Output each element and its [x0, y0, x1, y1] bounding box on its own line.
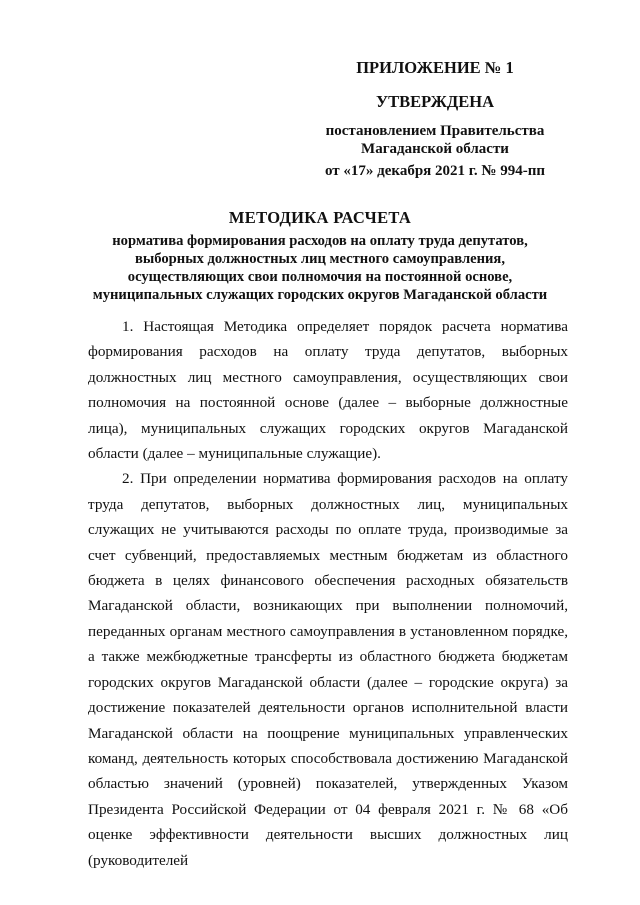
document-subtitle [40, 232, 600, 304]
resolution-line-2: Магаданской области [361, 141, 509, 157]
paragraph-1: 1. Настоящая Методика определяет порядок расчета норматива формирования расходов на оплату труда депутатов, выборных должностных лиц местного самоуправления, осуществляющих свои полномочия на постоянной основе (далее – выборные должностные лица), муниципальных служащих городских округов Магаданской области (далее – муниципальные служащие). [88, 318, 568, 463]
subtitle-line: муниципальных служащих городских округов Магаданской области [92, 287, 548, 303]
subtitle-line: норматива формирования расходов на оплату труда депутатов, [112, 233, 528, 249]
subtitle-line: выборных должностных лиц местного самоуправления, [135, 251, 505, 267]
approved-label: УТВЕРЖДЕНА [375, 92, 495, 111]
subtitle-line: осуществляющих свои полномочия на постоянной основе, [127, 269, 513, 285]
document-title: МЕТОДИКА РАСЧЕТА [228, 208, 412, 227]
appendix-number: ПРИЛОЖЕНИЕ № 1 [356, 58, 514, 77]
approval-stamp-block [300, 58, 570, 180]
resolution-line-1: постановлением Правительства [325, 123, 545, 139]
document-body [88, 314, 568, 873]
paragraph-2: 2. При определении норматива формирования расходов на оплату труда депутатов, выборных должностных лиц, муниципальных служащих не учитываются расходы по оплате труда, производимые за счет субвенций, предоставляемых местным бюджетам из областного бюджета в целях финансового обеспечения расходных обязательств Магаданской области, возникающих при выполнении полномочий, переданных органам местного самоуправления в установленном порядке, а также межбюджетные трансферты из областного бюджета бюджетам городских округов Магаданской области (далее – городские округа) за достижение показателей деятельности органов исполнительной власти Магаданской области на поощрение муниципальных управленческих команд, деятельность которых способствовала достижению Магаданской областью значений (уровней) показателей, утвержденных Указом Президента Российской Федерации от 04 февраля 2021 г. № 68 «Об оценке эффективности деятельности высших должностных лиц (руководителей [88, 470, 568, 869]
resolution-date: от «17» декабря 2021 г. № 994-пп [324, 163, 545, 179]
document-title-block [40, 208, 600, 304]
